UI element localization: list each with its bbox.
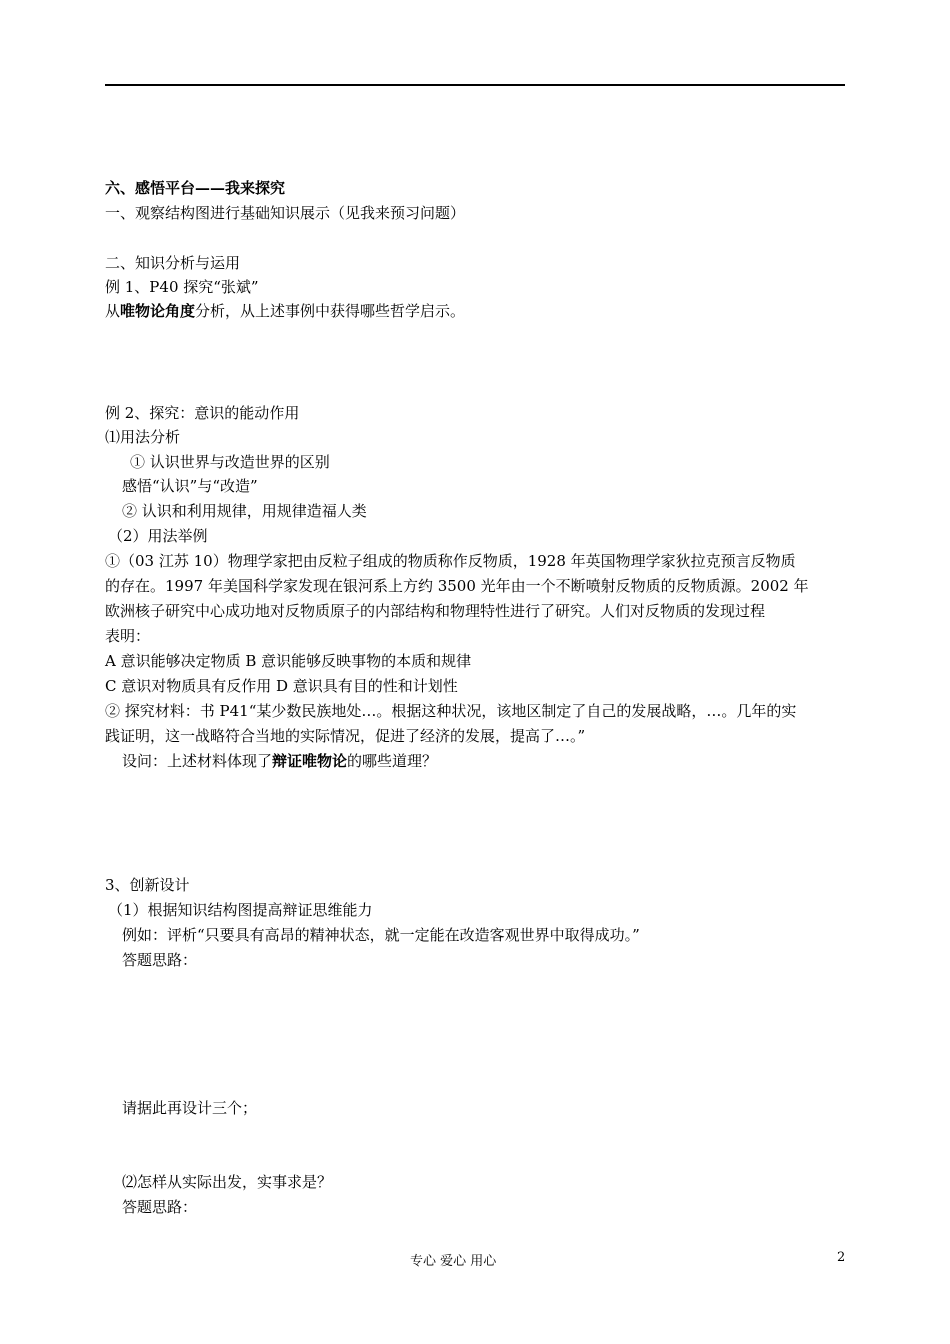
choice-a-b: A 意识能够决定物质 B 意识能够反映事物的本质和规律 xyxy=(105,652,472,670)
example-2-title: 例 2、探究：意识的能动作用 xyxy=(105,404,300,422)
section-heading: 六、感悟平台——我来探究 xyxy=(105,179,286,197)
emphasis-text: 辩证唯物论 xyxy=(272,752,348,770)
emphasis-text: 唯物论角度 xyxy=(120,302,196,320)
text-segment: 分析，从上述事例中获得哪些哲学启示。 xyxy=(195,302,466,320)
part-two-title: 二、知识分析与运用 xyxy=(105,254,241,272)
innovation-example: 例如：评析“只要具有高昂的精神状态，就一定能在改造客观世界中取得成功。” xyxy=(122,926,640,944)
material-line: ② 探究材料：书 P41“某少数民族地处…。根据这种状况，该地区制定了自己的发展战略，…。几年的实 xyxy=(105,702,797,720)
usage-point-1: ① 认识世界与改造世界的区别 xyxy=(130,453,330,471)
question-body-line: 欧洲核子研究中心成功地对反物质原子的内部结构和物理特性进行了研究。人们对反物质的发现过程 xyxy=(105,602,766,620)
part-one-title: 一、观察结构图进行基础知识展示（见我来预习问题） xyxy=(105,204,466,222)
text-segment: 的哪些道理？ xyxy=(347,752,438,770)
innovation-item-1: （1）根据知识结构图提高辩证思维能力 xyxy=(108,901,373,919)
text-segment: 从 xyxy=(105,302,121,320)
usage-point-1-note: 感悟“认识”与“改造” xyxy=(122,477,258,495)
design-prompt: 请据此再设计三个； xyxy=(122,1099,258,1117)
usage-analysis-title: ⑴用法分析 xyxy=(105,428,181,446)
answer-approach-label: 答题思路： xyxy=(122,1198,198,1216)
usage-example-title: （2）用法举例 xyxy=(108,527,208,545)
question-body-line: 表明： xyxy=(105,627,151,645)
footer-motto: 专心 爱心 用心 xyxy=(410,1254,497,1269)
usage-point-2: ② 认识和利用规律，用规律造福人类 xyxy=(122,502,367,520)
material-question xyxy=(122,751,437,771)
page-number: 2 xyxy=(837,1250,846,1265)
innovation-item-2: ⑵怎样从实际出发，实事求是？ xyxy=(122,1173,333,1191)
text-segment: 设问：上述材料体现了 xyxy=(122,752,273,770)
question-body-line: ①（03 江苏 10）物理学家把由反粒子组成的物质称作反物质，1928 年英国物理学家狄拉克预言反物质 xyxy=(105,552,796,570)
example-1-question xyxy=(105,301,465,321)
choice-c-d: C 意识对物质具有反作用 D 意识具有目的性和计划性 xyxy=(105,677,458,695)
header-rule xyxy=(105,84,845,86)
material-line: 践证明，这一战略符合当地的实际情况，促进了经济的发展，提高了…。” xyxy=(105,727,586,745)
example-1-title: 例 1、P40 探究“张斌” xyxy=(105,278,259,296)
question-body-line: 的存在。1997 年美国科学家发现在银河系上方约 3500 光年由一个不断喷射反物质的反物质源。2002 年 xyxy=(105,577,809,595)
answer-approach-label: 答题思路： xyxy=(122,951,198,969)
innovation-title: 3、创新设计 xyxy=(105,876,190,894)
